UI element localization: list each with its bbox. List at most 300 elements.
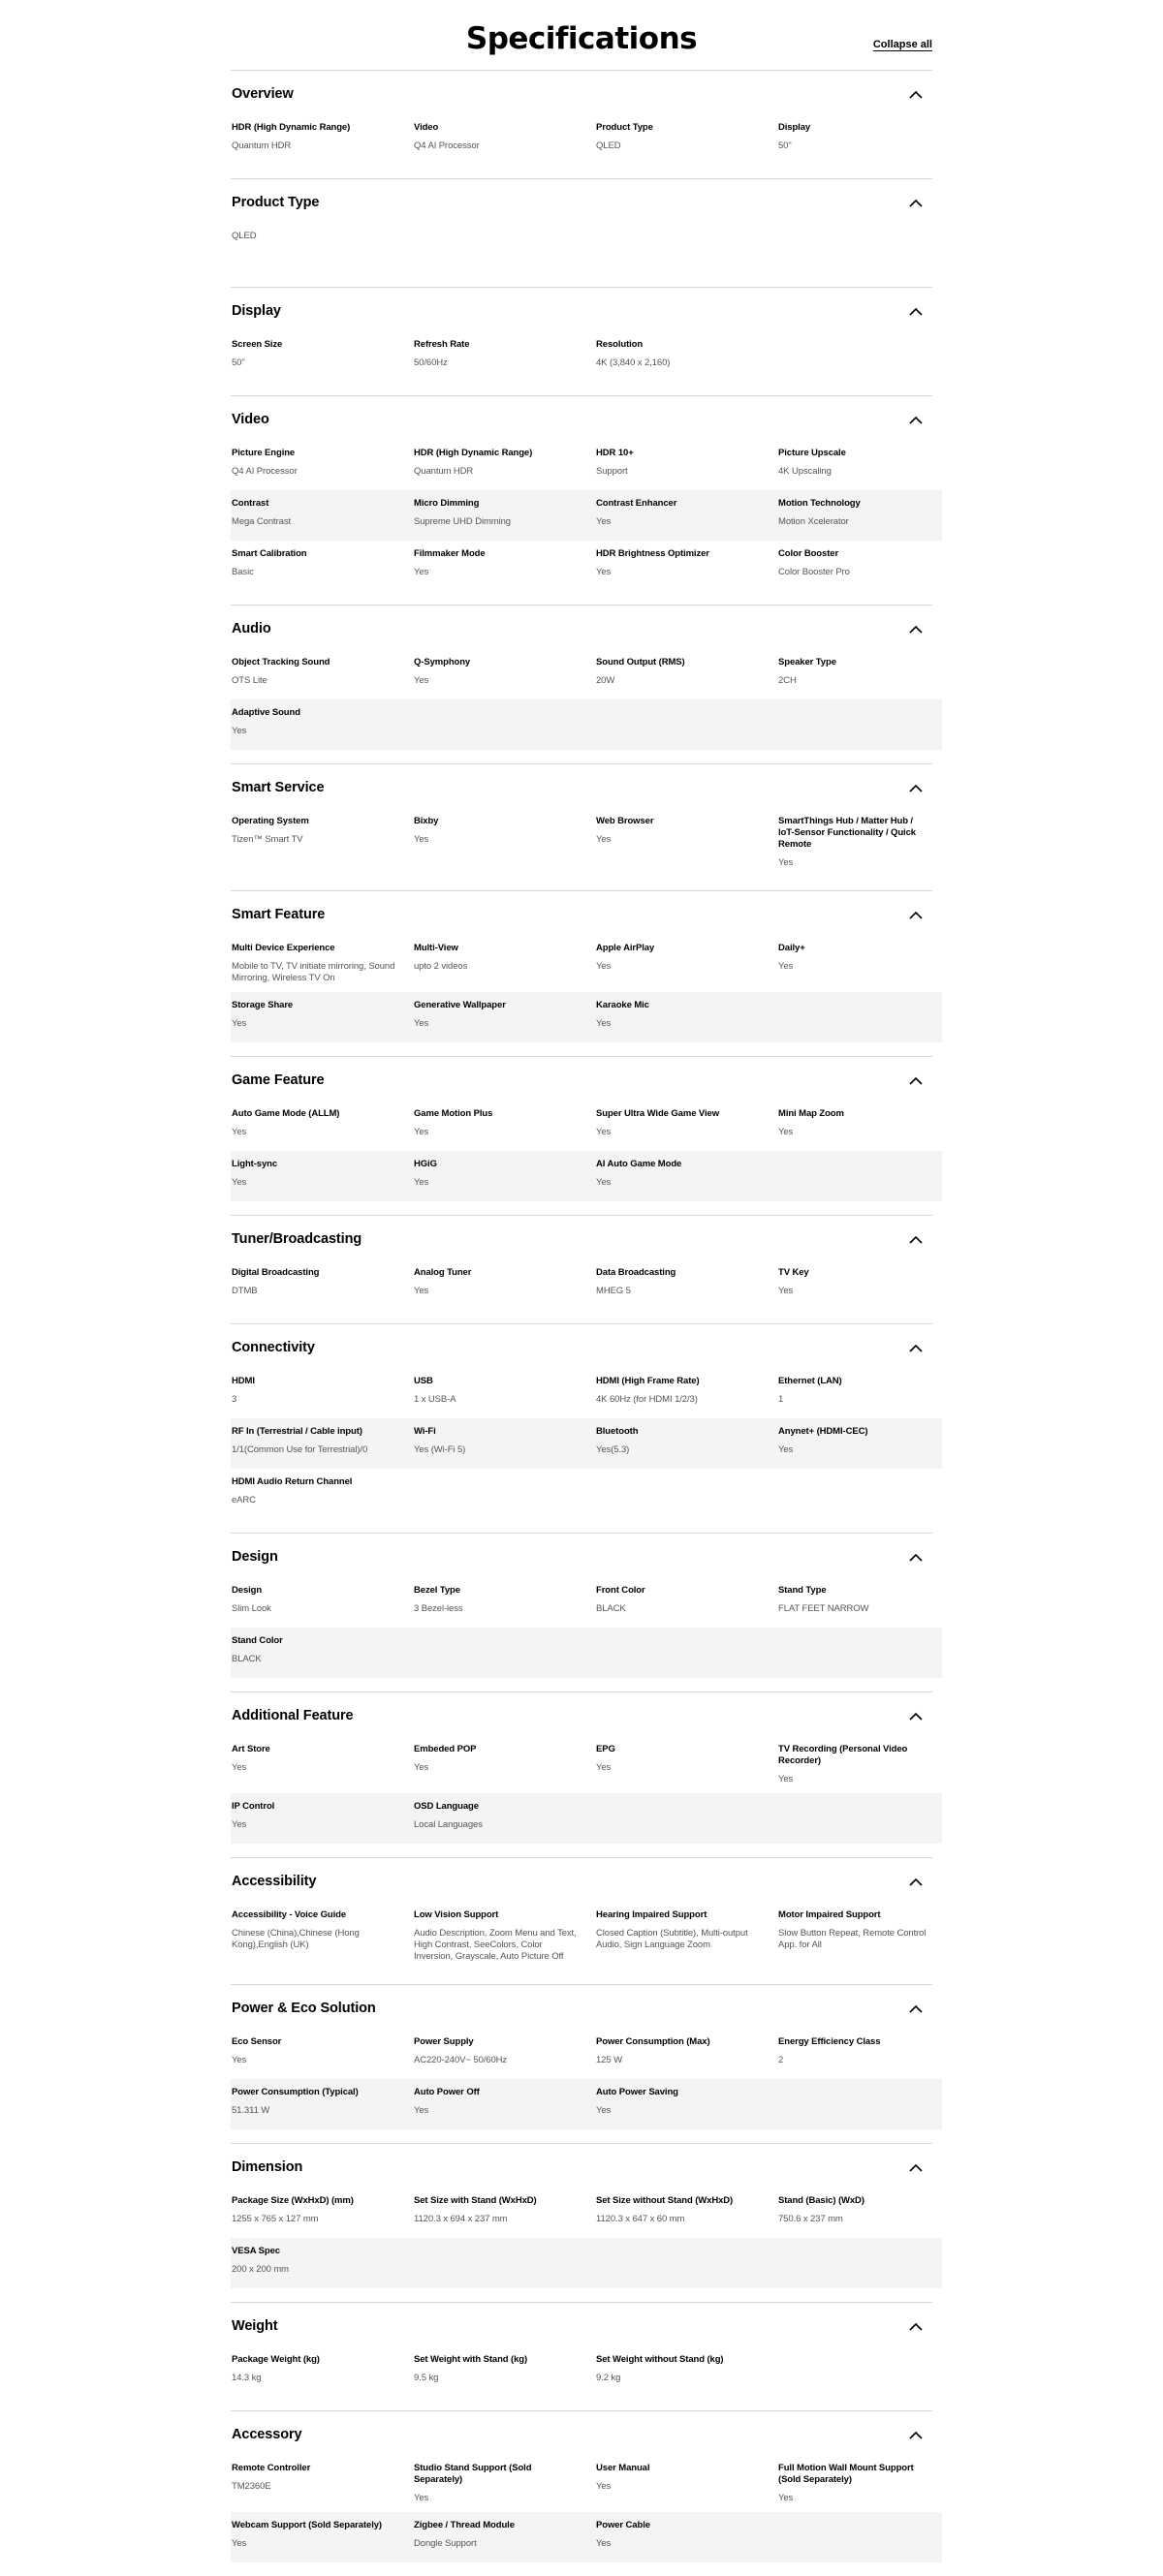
spec-item [778,448,943,482]
section-header[interactable] [231,179,932,223]
spec-label: Super Ultra Wide Game View [596,1108,720,1119]
chevron-up-icon[interactable] [909,2322,923,2331]
spec-label: Storage Share [232,1000,294,1010]
spec-value: Yes [596,1177,612,1188]
spec-value: Yes [778,1127,794,1137]
spec-value: Yes [596,961,612,972]
spec-label: Eco Sensor [232,2036,282,2047]
spec-item [414,448,596,482]
spec-row [231,2029,942,2079]
spec-row [231,808,942,877]
spec-label: TV Recording (Personal Video Recorder) [778,1744,908,1766]
spec-value: Motion Xcelerator [778,516,849,527]
section-header[interactable] [231,2303,932,2346]
spec-value: Quantum HDR [414,466,474,477]
section-header[interactable] [231,1534,932,1577]
spec-item [232,498,414,533]
spec-label: Daily+ [778,943,805,953]
spec-section [231,890,932,1056]
spec-value: Yes [596,1762,612,1773]
spec-value: Yes [414,834,429,845]
section-header[interactable] [231,2411,932,2455]
spec-value: Yes [596,516,612,527]
spec-row [231,992,942,1042]
spec-label: Energy Efficiency Class [778,2036,881,2047]
section-title: Dimension [232,2159,303,2175]
chevron-up-icon[interactable] [909,784,923,792]
spec-value: 1120.3 x 694 x 237 mm [414,2214,508,2224]
spec-item [232,122,414,157]
spec-item [232,1376,414,1411]
spec-label: Product Type [596,122,653,133]
section-header[interactable] [231,1057,932,1101]
spec-item [596,448,778,482]
spec-label: Set Weight with Stand (kg) [414,2354,528,2365]
spec-item [778,122,943,157]
section-title: Product Type [232,195,320,210]
spec-label: Color Booster [778,548,839,559]
spec-item [232,231,414,265]
spec-item [778,2463,943,2504]
spec-item [232,1744,414,1785]
spec-item [778,498,943,533]
spec-row [231,440,942,490]
spec-value: 50/60Hz [414,357,448,368]
spec-label: Bluetooth [596,1426,639,1437]
spec-value: Color Booster Pro [778,567,850,577]
spec-value: BLACK [596,1603,626,1614]
chevron-up-icon[interactable] [909,2163,923,2172]
spec-row [231,331,942,382]
spec-item [596,816,778,869]
section-title: Audio [232,621,271,636]
spec-item [414,657,596,692]
spec-section [231,178,932,287]
spec-value: 1120.3 x 647 x 60 mm [596,2214,685,2224]
spec-item [596,122,778,157]
spec-label: Set Weight without Stand (kg) [596,2354,724,2365]
section-title: Accessory [232,2427,302,2442]
section-header[interactable] [231,891,932,935]
chevron-up-icon[interactable] [909,307,923,316]
spec-item [414,1909,596,1963]
spec-row [231,1577,942,1628]
spec-value: 200 x 200 mm [232,2264,289,2275]
spec-section [231,1691,932,1857]
spec-value: Local Languages [414,1819,483,1830]
spec-label: VESA Spec [232,2246,280,2256]
spec-label: Light-sync [232,1159,278,1169]
spec-section [231,2302,932,2410]
spec-label: Set Size without Stand (WxHxD) [596,2195,734,2206]
spec-value: Tizen™ Smart TV [232,834,303,845]
spec-item [232,1108,414,1143]
spec-value: Yes [414,1127,429,1137]
spec-value: BLACK [232,1654,262,1664]
spec-row [231,1368,942,1418]
spec-label: Power Cable [596,2520,650,2530]
spec-value: 9.5 kg [414,2373,439,2383]
spec-item [778,2036,943,2071]
spec-label: Hearing Impaired Support [596,1909,707,1920]
spec-label: Bixby [414,816,439,826]
spec-label: HDMI (High Frame Rate) [596,1376,700,1386]
spec-value: 50" [232,357,245,368]
spec-item [232,448,414,482]
spec-value: Supreme UHD Dimming [414,516,511,527]
spec-value: Yes [596,2481,612,2492]
spec-sections [231,70,932,2576]
spec-value: 9.2 kg [596,2373,621,2383]
spec-rows [231,331,932,395]
spec-label: Wi-Fi [414,1426,436,1437]
spec-label: Package Size (WxHxD) (mm) [232,2195,354,2206]
spec-label: Zigbee / Thread Module [414,2520,515,2530]
spec-item [778,1744,943,1785]
spec-item [232,1000,414,1035]
spec-value: 4K (3,840 x 2,160) [596,357,671,368]
spec-item [414,548,596,583]
spec-value: upto 2 videos [414,961,468,972]
spec-value: Yes (Wi-Fi 5) [414,1444,466,1455]
chevron-up-icon[interactable] [909,2431,923,2439]
spec-label: Art Store [232,1744,270,1754]
section-title: Connectivity [232,1340,315,1355]
spec-rows [231,2188,932,2302]
spec-item [596,339,778,374]
spec-item [596,2087,778,2122]
spec-value: Yes [414,675,429,686]
spec-item [232,1426,414,1461]
spec-item [232,943,414,984]
spec-section [231,1323,932,1533]
spec-item [596,2354,778,2389]
spec-value: 4K 60Hz (for HDMI 1/2/3) [596,1394,698,1405]
spec-label: Digital Broadcasting [232,1267,320,1278]
spec-row [231,1628,942,1678]
spec-item [414,1267,596,1302]
section-header[interactable] [231,1985,932,2029]
spec-value: Yes [232,1819,247,1830]
spec-item [414,2195,596,2230]
spec-label: Smart Calibration [232,548,307,559]
spec-item [596,2036,778,2071]
spec-row [231,2346,942,2397]
chevron-up-icon[interactable] [909,199,923,207]
section-title: Overview [232,86,294,102]
section-title: Power & Eco Solution [232,2001,376,2016]
spec-row [231,2512,942,2562]
spec-item [414,1585,596,1620]
section-title: Weight [232,2318,278,2334]
spec-item [778,1108,943,1143]
spec-label: Design [232,1585,263,1596]
chevron-up-icon[interactable] [909,1878,923,1886]
spec-label: Power Consumption (Typical) [232,2087,359,2097]
spec-item [232,2246,414,2281]
spec-item [596,2520,778,2555]
section-title: Additional Feature [232,1708,354,1723]
spec-label: HDR (High Dynamic Range) [414,448,533,458]
spec-item [414,498,596,533]
spec-value: Yes [232,1127,247,1137]
spec-label: Low Vision Support [414,1909,499,1920]
spec-row [231,2238,942,2288]
spec-value: Basic [232,567,254,577]
spec-value: 125 W [596,2055,622,2065]
spec-value: Yes [596,2105,612,2116]
collapse-all-link[interactable]: Collapse all [872,39,932,50]
spec-label: Contrast Enhancer [596,498,677,509]
spec-value: Yes [778,2493,794,2503]
section-title: Smart Service [232,780,325,795]
spec-label: Data Broadcasting [596,1267,676,1278]
section-header[interactable] [231,764,932,808]
spec-section [231,1215,932,1323]
spec-label: Refresh Rate [414,339,470,350]
spec-value: Yes [414,2493,429,2503]
spec-label: Motor Impaired Support [778,1909,881,1920]
spec-label: HGiG [414,1159,437,1169]
spec-value: Yes [778,857,794,868]
spec-label: IP Control [232,1801,275,1812]
chevron-up-icon[interactable] [909,911,923,919]
spec-value: Slim Look [232,1603,271,1614]
spec-item [232,816,414,869]
spec-item [414,2520,596,2555]
spec-rows [231,223,932,287]
spec-label: Auto Power Saving [596,2087,678,2097]
spec-item [778,657,943,692]
spec-value: Dongle Support [414,2538,477,2549]
spec-item [414,339,596,374]
spec-item [596,548,778,583]
spec-item [414,816,596,869]
spec-section [231,2143,932,2302]
spec-label: HDMI Audio Return Channel [232,1476,353,1487]
spec-section [231,287,932,395]
spec-item [232,2520,414,2555]
spec-rows [231,2455,932,2576]
spec-label: Front Color [596,1585,645,1596]
spec-label: Speaker Type [778,657,836,667]
spec-rows [231,1902,932,1984]
spec-rows [231,1368,932,1533]
chevron-up-icon[interactable] [909,1076,923,1085]
spec-value: Yes [232,1018,247,1029]
spec-value: Yes [414,1286,429,1296]
spec-item [596,1159,778,1194]
section-title: Accessibility [232,1874,317,1889]
spec-row [231,223,942,273]
spec-label: Embeded POP [414,1744,477,1754]
spec-rows [231,2346,932,2410]
spec-label: Generative Wallpaper [414,1000,506,1010]
spec-value: Yes(5.3) [596,1444,630,1455]
spec-item [414,2354,596,2389]
spec-value: Support [596,466,628,477]
spec-value: 1 [778,1394,784,1405]
spec-label: Resolution [596,339,644,350]
spec-value: Audio Description, Zoom Menu and Text, High Contrast, SeeColors, Color Inversion, Grayscale, Auto Picture Off [414,1928,577,1962]
spec-row [231,541,942,591]
spec-value: Yes [414,1177,429,1188]
spec-label: User Manual [596,2463,650,2473]
spec-section [231,1984,932,2143]
spec-item [596,943,778,984]
spec-label: Stand Type [778,1585,827,1596]
spec-item [778,1585,943,1620]
spec-row [231,699,942,750]
spec-rows [231,114,932,178]
spec-section [231,605,932,763]
spec-item [596,1909,778,1963]
spec-item [778,816,943,869]
section-header[interactable] [231,1324,932,1368]
spec-value: TM2360E [232,2481,271,2492]
spec-value: Mobile to TV, TV initiate mirroring, Sound Mirroring, Wireless TV On [232,961,395,983]
spec-label: Bezel Type [414,1585,460,1596]
spec-value: 1/1(Common Use for Terrestrial)/0 [232,1444,368,1455]
spec-label: Mini Map Zoom [778,1108,844,1119]
spec-label: Display [778,122,811,133]
spec-item [596,2195,778,2230]
spec-row [231,2188,942,2238]
spec-section [231,763,932,890]
spec-value: Quantum HDR [232,140,292,151]
section-header[interactable] [231,288,932,331]
spec-label: Power Supply [414,2036,474,2047]
section-header[interactable] [231,1216,932,1259]
spec-item [232,1267,414,1302]
spec-label: HDMI [232,1376,255,1386]
spec-item [232,2195,414,2230]
spec-value: Yes [414,1762,429,1773]
spec-item [596,1000,778,1035]
spec-label: Sound Output (RMS) [596,657,685,667]
spec-label: Adaptive Sound [232,707,300,718]
section-header[interactable] [231,71,932,114]
section-title: Display [232,303,281,319]
spec-item [596,1585,778,1620]
spec-label: Motion Technology [778,498,861,509]
chevron-up-icon[interactable] [909,1712,923,1721]
spec-item [778,2195,943,2230]
spec-item [596,498,778,533]
spec-item [414,2036,596,2071]
spec-row [231,935,942,992]
spec-item [232,2087,414,2122]
chevron-up-icon[interactable] [909,416,923,424]
spec-rows [231,935,932,1056]
spec-value: FLAT FEET NARROW [778,1603,869,1614]
section-header[interactable] [231,1692,932,1736]
spec-item [414,122,596,157]
chevron-up-icon[interactable] [909,1235,923,1244]
spec-label: Micro Dimming [414,498,480,509]
spec-label: Object Tracking Sound [232,657,330,667]
spec-value: Yes [232,726,247,736]
chevron-up-icon[interactable] [909,625,923,634]
spec-item [232,548,414,583]
spec-value: 14.3 kg [232,2373,262,2383]
spec-section [231,395,932,605]
section-header[interactable] [231,605,932,649]
section-title: Design [232,1549,278,1565]
spec-item [596,1376,778,1411]
chevron-up-icon[interactable] [909,1553,923,1562]
spec-label: Remote Controller [232,2463,311,2473]
spec-label: Multi-View [414,943,458,953]
spec-label: Power Consumption (Max) [596,2036,710,2047]
spec-label: Studio Stand Support (Sold Separately) [414,2463,532,2485]
spec-item [232,1585,414,1620]
spec-label: Q-Symphony [414,657,471,667]
chevron-up-icon[interactable] [909,1344,923,1352]
spec-label: Multi Device Experience [232,943,335,953]
spec-item [232,2354,414,2389]
spec-value: 2 [778,2055,784,2065]
chevron-up-icon[interactable] [909,2004,923,2013]
section-header[interactable] [231,396,932,440]
spec-item [232,2036,414,2071]
spec-item [414,1376,596,1411]
spec-label: HDR 10+ [596,448,634,458]
spec-item [414,1801,596,1836]
spec-item [232,1476,414,1511]
spec-item [596,1267,778,1302]
spec-item [778,1426,943,1461]
spec-label: Video [414,122,439,133]
spec-rows [231,808,932,890]
spec-item [414,2463,596,2504]
spec-item [232,1909,414,1963]
spec-value: OTS Lite [232,675,267,686]
spec-item [596,1108,778,1143]
spec-label: Picture Engine [232,448,296,458]
section-title: Game Feature [232,1072,325,1088]
spec-item [778,943,943,984]
spec-value: 1 x USB-A [414,1394,456,1405]
spec-label: Stand Color [232,1635,283,1646]
section-title: Tuner/Broadcasting [232,1231,362,1247]
spec-value: Yes [596,1127,612,1137]
spec-item [414,1000,596,1035]
spec-value: 3 Bezel-less [414,1603,463,1614]
chevron-up-icon[interactable] [909,90,923,99]
spec-label: SmartThings Hub / Matter Hub / IoT-Sensor Functionality / Quick Remote [778,816,916,850]
spec-label: HDR (High Dynamic Range) [232,122,351,133]
spec-label: Picture Upscale [778,448,846,458]
section-title: Smart Feature [232,907,326,922]
spec-rows [231,1259,932,1323]
spec-value: Yes [778,1774,794,1785]
spec-value: MHEG 5 [596,1286,631,1296]
spec-value: AC220-240V~ 50/60Hz [414,2055,508,2065]
spec-value: Q4 AI Processor [414,140,480,151]
spec-section [231,1056,932,1215]
spec-value: Yes [232,2055,247,2065]
spec-label: OSD Language [414,1801,479,1812]
spec-value: 1255 x 765 x 127 mm [232,2214,319,2224]
section-header[interactable] [231,1858,932,1902]
spec-label: Full Motion Wall Mount Support (Sold Separately) [778,2463,914,2485]
spec-label: Analog Tuner [414,1267,472,1278]
spec-rows [231,649,932,763]
spec-value: Yes [414,567,429,577]
spec-value: Yes [232,2538,247,2549]
section-header[interactable] [231,2144,932,2188]
